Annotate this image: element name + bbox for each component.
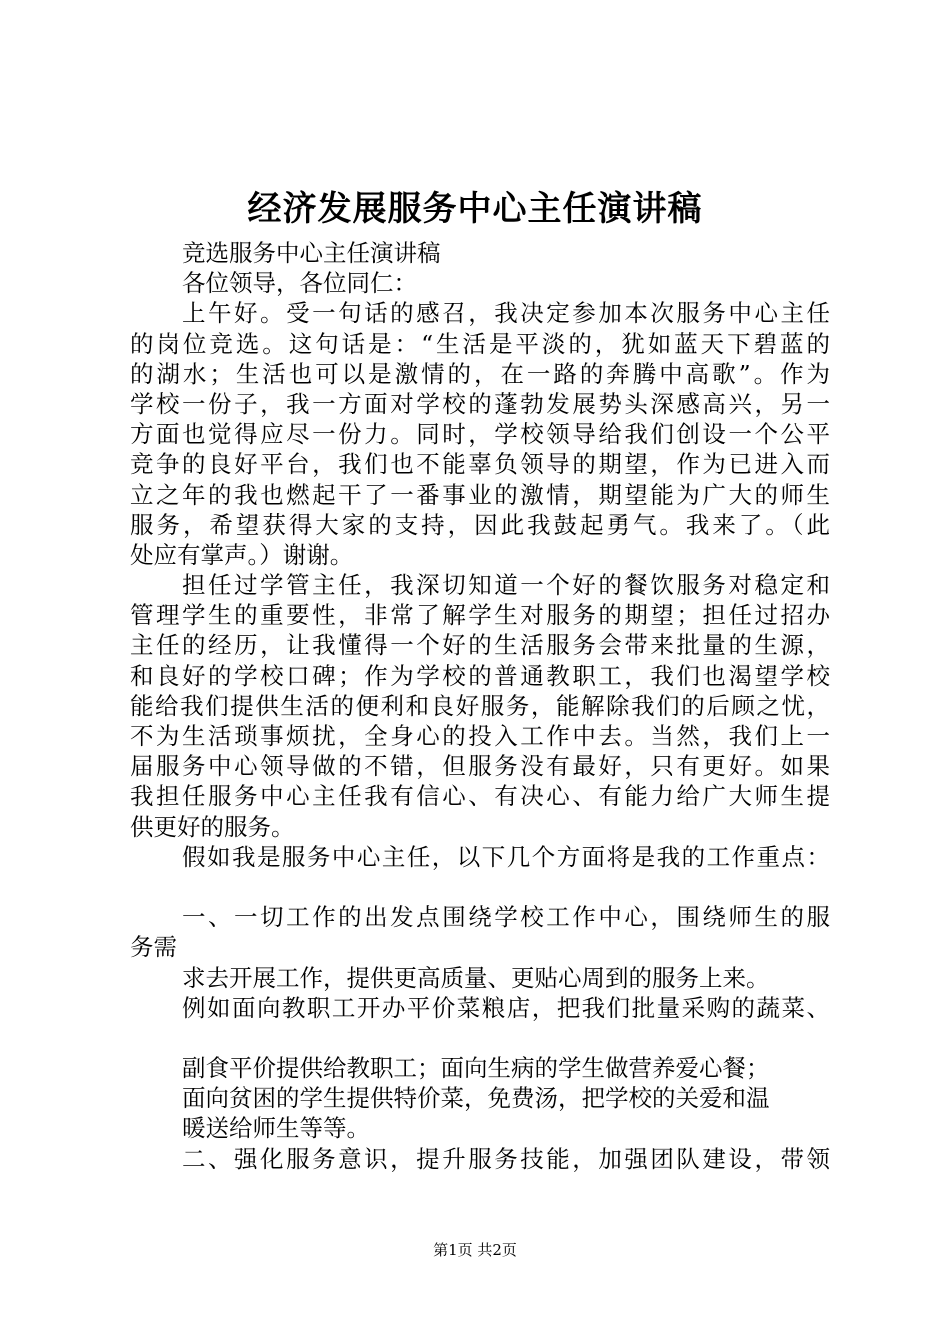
text-line: 一、一切工作的出发点围绕学校工作中心，围绕师生的服 (182, 903, 830, 932)
text-line: 各位领导，各位同仁： (182, 269, 417, 298)
text-line: 上午好。受一句话的感召，我决定参加本次服务中心主任 (182, 299, 830, 328)
document-body (130, 238, 830, 1174)
text-line: 竞选服务中心主任演讲稿 (182, 239, 441, 267)
text-line: 的岗位竞选。这句话是：“生活是平淡的，犹如蓝天下碧蓝的 (130, 329, 830, 358)
text-line: 主任的经历，让我懂得一个好的生活服务会带来批量的生源， (130, 631, 830, 660)
document-title: 经济发展服务中心主任演讲稿 (247, 189, 703, 229)
text-line: 不为生活琐事烦扰，全身心的投入工作中去。当然，我们上一 (130, 722, 830, 750)
text-line: 立之年的我也燃起干了一番事业的激情，期望能为广大的师生 (130, 480, 830, 509)
text-line: 副食平价提供给教职工；面向生病的学生做营养爱心餐； (182, 1054, 770, 1083)
text-line: 的湖水；生活也可以是激情的，在一路的奔腾中高歌”。作为 (130, 359, 830, 388)
text-line: 处应有掌声。）谢谢。 (130, 540, 354, 569)
text-line: 假如我是服务中心主任，以下几个方面将是我的工作重点： (182, 842, 830, 871)
text-line: 例如面向教职工开办平价菜粮店，把我们批量采购的蔬菜、 (182, 993, 830, 1022)
text-line: 求去开展工作，提供更高质量、更贴心周到的服务上来。 (182, 963, 770, 992)
text-line: 能给我们提供生活的便利和良好服务，能解除我们的后顾之忧， (130, 691, 830, 720)
text-line: 和良好的学校口碑；作为学校的普通教职工，我们也渴望学校 (130, 661, 830, 690)
text-line: 二、强化服务意识，提升服务技能，加强团队建设，带领 (182, 1144, 830, 1173)
text-line: 担任过学管主任，我深切知道一个好的餐饮服务对稳定和 (182, 571, 830, 600)
text-line: 务需 (130, 933, 177, 962)
blank-line (130, 1023, 830, 1053)
text-line: 面向贫困的学生提供特价菜，免费汤，把学校的关爱和温 (182, 1084, 770, 1113)
text-line: 方面也觉得应尽一份力。同时，学校领导给我们创设一个公平 (130, 420, 830, 449)
page-footer: 第1页 共2页 (433, 1241, 517, 1259)
text-line: 服务，希望获得大家的支持，因此我鼓起勇气。我来了。（此 (130, 510, 830, 539)
text-line: 供更好的服务。 (130, 812, 295, 841)
text-line: 竞争的良好平台，我们也不能辜负领导的期望，作为已进入而 (130, 450, 830, 479)
text-line: 我担任服务中心主任我有信心、有决心、有能力给广大师生提 (130, 782, 830, 811)
text-line: 管理学生的重要性，非常了解学生对服务的期望；担任过招办 (130, 601, 830, 630)
blank-line (130, 872, 830, 902)
text-line: 届服务中心领导做的不错，但服务没有最好，只有更好。如果 (130, 752, 830, 781)
text-line: 暖送给师生等等。 (182, 1114, 370, 1143)
text-line: 学校一份子，我一方面对学校的蓬勃发展势头深感高兴，另一 (130, 389, 830, 418)
